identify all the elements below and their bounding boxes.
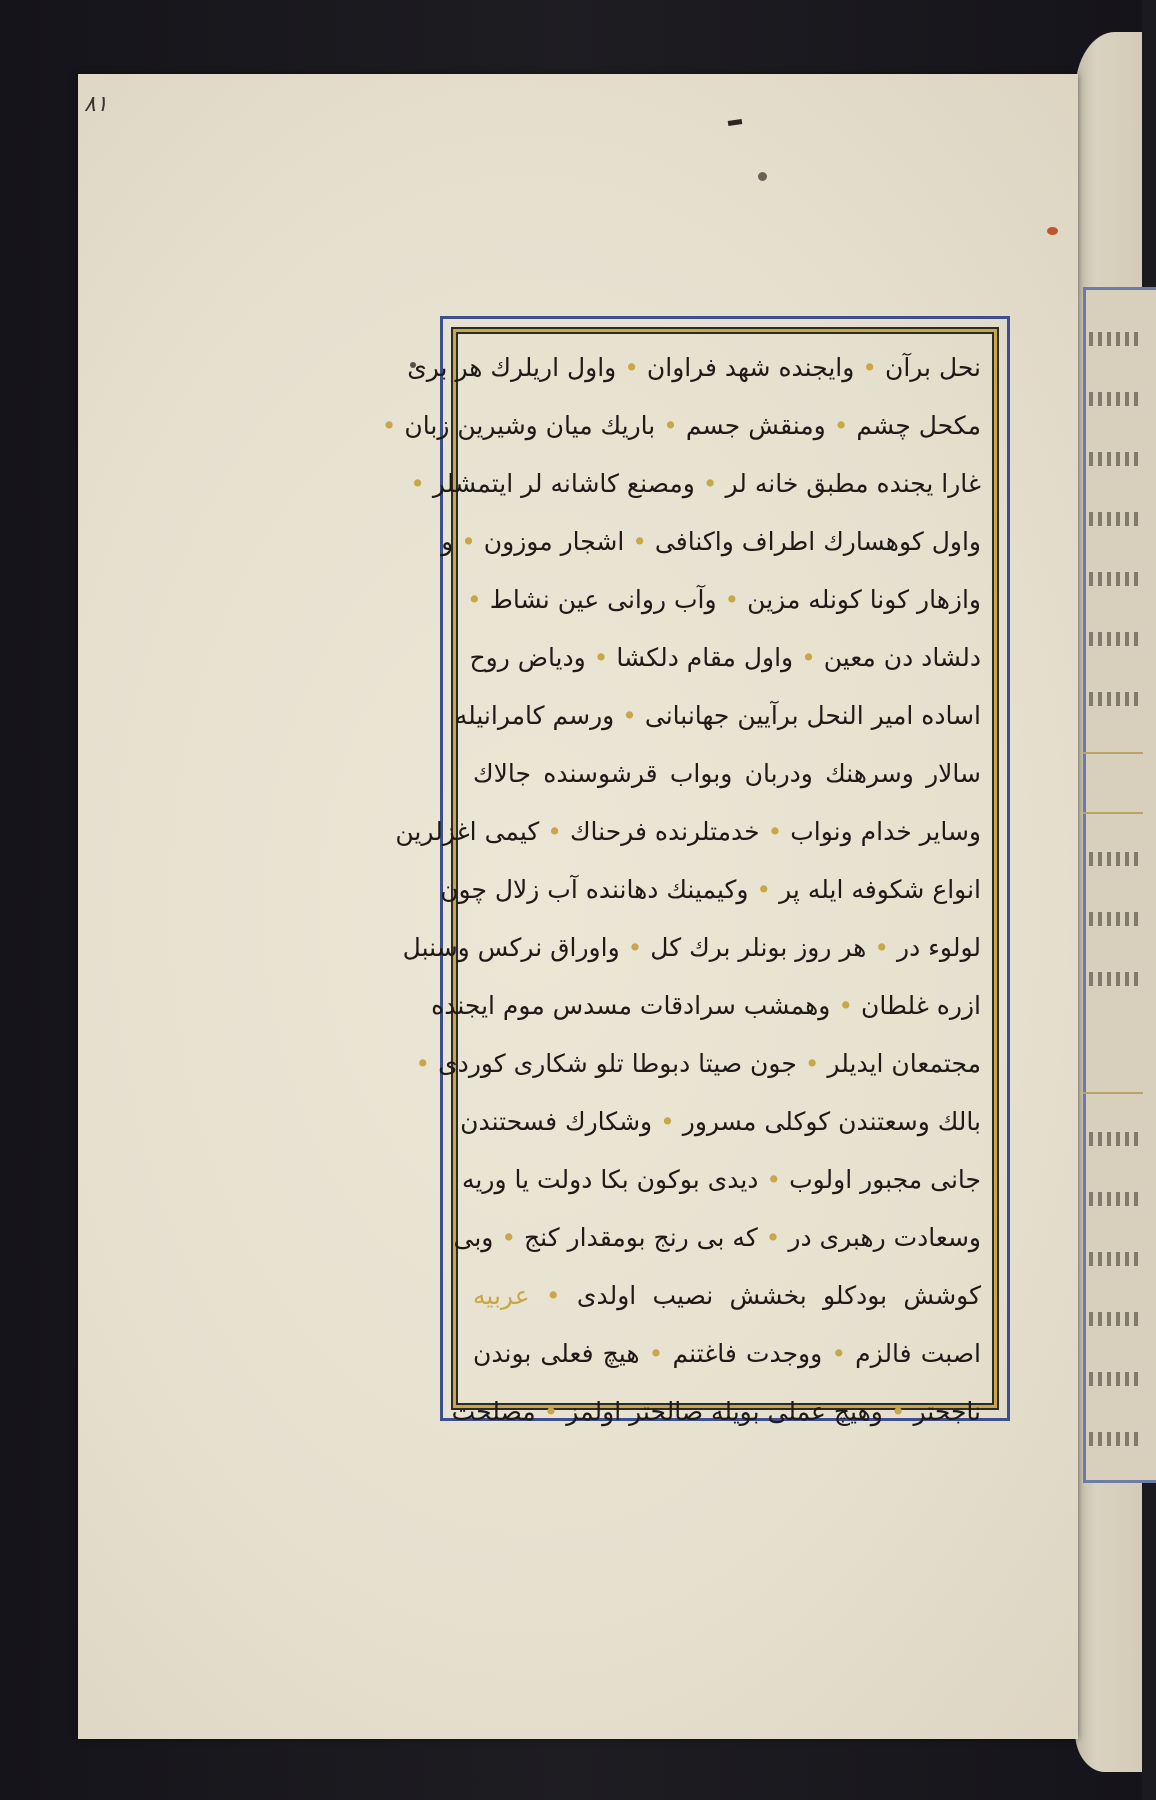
adjacent-text-fragment xyxy=(1089,632,1139,646)
text-line: وازهار کونا کونله مزین • وآب روانی عین نشاط • xyxy=(467,585,981,614)
adjacent-text-fragment xyxy=(1089,1132,1139,1146)
adjacent-text-fragment xyxy=(1089,332,1139,346)
adjacent-text-fragment xyxy=(1089,972,1139,986)
adjacent-text-fragment xyxy=(1089,1372,1139,1386)
adjacent-text-fragment xyxy=(1089,392,1139,406)
text-line: سالار وسرهنك ودربان وبواب قرشوسنده جالاك xyxy=(473,759,981,788)
adjacent-text-fragment xyxy=(1089,1312,1139,1326)
folio-number: ۸۱ xyxy=(84,92,108,117)
text-line: نحل برآن • وایجنده شهد فراوان • واول اریلرك هر بری xyxy=(407,353,981,382)
text-line: مجتمعان ایدیلر • جون صیتا دبوطا تلو شکاری کوردی • xyxy=(415,1049,981,1078)
text-line: وسعادت رهبری در • که بی رنج بومقدار کنج • وبی xyxy=(453,1223,981,1252)
manuscript-text xyxy=(381,339,981,1441)
text-line: لولوء در • هر روز بونلر برك کل • واوراق نرکس وسنبل xyxy=(402,933,981,962)
text-line: اساده امیر النحل برآیین جهانبانی • ورسم کامرانیله xyxy=(454,701,981,730)
text-line: اصبت فالزم • ووجدت فاغتنم • هیچ فعلی بوندن xyxy=(473,1339,981,1368)
text-line-with-rubric: کوشش بودکلو بخشش نصیب اولدی • عربیه xyxy=(473,1281,981,1310)
text-line: مکحل چشم • ومنقش جسم • باریك میان وشیرین زبان • xyxy=(381,411,981,440)
adjacent-text-fragment xyxy=(1089,512,1139,526)
adjacent-gold-rule xyxy=(1083,1092,1143,1094)
text-line: ازره غلطان • وهمشب سرادقات مسدس موم ایجنده xyxy=(431,991,981,1020)
text-block-frame xyxy=(381,316,1010,1426)
adjacent-text-fragment xyxy=(1089,852,1139,866)
text-line: دلشاد دن معین • واول مقام دلکشا • ودیاض روح xyxy=(469,643,981,672)
adjacent-gold-rule xyxy=(1083,752,1143,754)
adjacent-text-fragment xyxy=(1089,452,1139,466)
adjacent-page-edge xyxy=(1075,32,1142,1772)
adjacent-text-fragment xyxy=(1089,1192,1139,1206)
text-line: بالك وسعتندن کوکلی مسرور • وشکارك فسحتندن xyxy=(460,1107,981,1136)
text-line: انواع شکوفه ایله پر • وکیمینك دهاننده آب زلال چون xyxy=(440,875,981,904)
adjacent-gold-rule xyxy=(1083,812,1143,814)
adjacent-text-fragment xyxy=(1089,692,1139,706)
text-line: ناجحتر • وهیچ عملی بویله صالحتر اولمز • مصلحت xyxy=(451,1397,981,1426)
adjacent-text-fragment xyxy=(1089,572,1139,586)
text-line: واول کوهسارك اطراف واکنافی • اشجار موزون • و xyxy=(441,527,981,556)
ink-spot xyxy=(758,172,767,181)
red-spot xyxy=(1047,227,1058,235)
adjacent-text-fragment xyxy=(1089,1432,1139,1446)
text-line: غارا یجنده مطبق خانه لر • ومصنع کاشانه لر ایتمشلر • xyxy=(410,469,981,498)
adjacent-text-fragment xyxy=(1089,912,1139,926)
text-line: جانی مجبور اولوب • دیدی بوکون بکا دولت یا وریه xyxy=(462,1165,981,1194)
text-line: وسایر خدام ونواب • خدمتلرنده فرحناك • کیمی اغزلرین xyxy=(395,817,981,846)
adjacent-page-frame xyxy=(1083,287,1156,1483)
adjacent-text-fragment xyxy=(1089,1252,1139,1266)
